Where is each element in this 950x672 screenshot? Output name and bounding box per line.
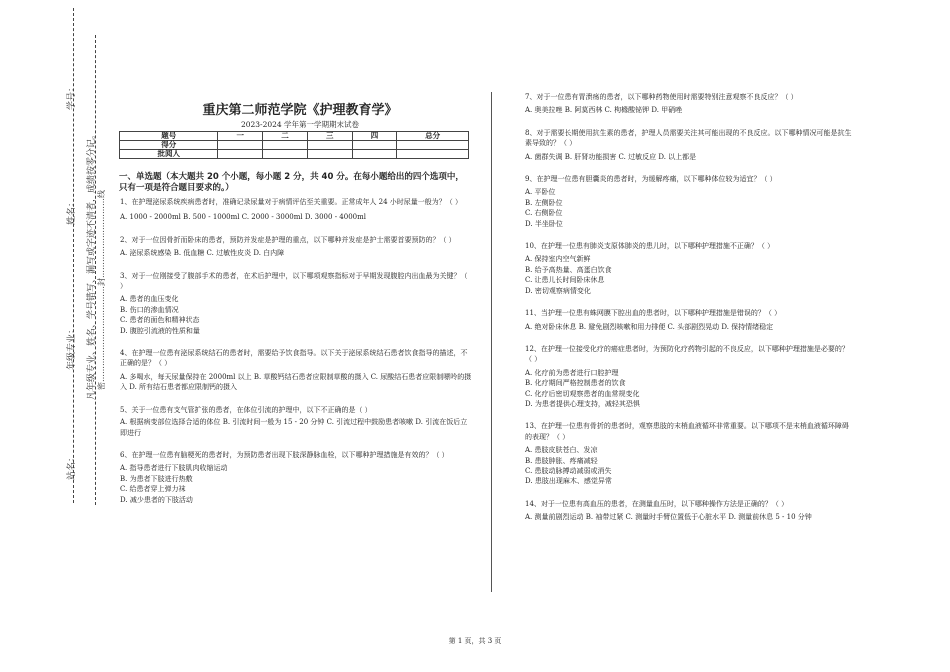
question-3 (120, 271, 472, 336)
question-option: C. 给患者穿上弹力袜 (120, 485, 186, 494)
seal-line-text: 密………………………………封…………………………线 (97, 190, 106, 390)
question-stem: 4、在护理一位患有泌尿系统结石的患者时，需要给予饮食指导。以下关于泌尿系统结石患者饮食指导的描述，不正确的是？（ ） (120, 349, 468, 368)
question-option: A. 绝对卧床休息 B. 避免剧烈咳嗽和用力排便 C. 头部剧烈晃动 D. 保持情绪稳定 (525, 322, 774, 331)
question-option: D. 密切观察病情变化 (525, 286, 591, 295)
question-9 (525, 174, 855, 229)
question-option: C. 右侧卧位 (525, 209, 563, 218)
question-option: B. 化疗期间严格控制患者的饮食 (525, 379, 626, 388)
score-cell (397, 150, 469, 159)
score-cell (218, 150, 263, 159)
question-11 (525, 308, 855, 332)
question-stem: 5、关于一位患有支气管扩张的患者，在体位引流的护理中，以下不正确的是（ ） (120, 405, 372, 414)
question-stem: 11、当护理一位患有蛛网膜下腔出血的患者时，以下哪种护理措施是错误的？（ ） (525, 309, 782, 318)
page-footer: 第 1 页，共 3 页 (448, 637, 502, 645)
score-cell (218, 141, 263, 150)
question-stem: 10、在护理一位患有肺炎支原体肺炎的患儿时，以下哪种护理措施不正确？（ ） (525, 242, 775, 251)
score-cell (352, 150, 397, 159)
left-question-column (120, 197, 472, 505)
question-stem: 1、在护理泌尿系统疾病患者时，准确记录尿量对于病情评估至关重要。正常成年人 24 小时尿量一般为？（ ） (120, 198, 463, 206)
question-option: A. 测量前剧烈运动 B. 袖带过紧 C. 测量时手臂位置低于心脏水平 D. 测量前休息 5 - 10 分钟 (525, 513, 812, 522)
question-1 (120, 197, 472, 223)
question-option: D. 减少患者的下肢活动 (120, 495, 193, 504)
score-header-cell: 一 (218, 132, 263, 141)
class-major-label: 年级专业： (67, 324, 77, 370)
question-8 (525, 128, 855, 162)
question-option: D. 腹腔引流液的性质和量 (120, 326, 200, 335)
score-header-cell: 题号 (120, 132, 218, 141)
question-option: C. 让患儿长时间卧床休息 (525, 276, 605, 285)
score-header-cell: 二 (263, 132, 308, 141)
question-2 (120, 235, 472, 259)
question-stem: 6、在护理一位患有脑梗死的患者时，为预防患者出现下肢深静脉血栓，以下哪种护理措施是有效的？（ ） (120, 450, 449, 459)
score-row-label: 批阅人 (120, 150, 218, 159)
question-option: D. 为患者提供心理支持，减轻其恐惧 (525, 399, 640, 408)
question-option: A. 指导患者进行下肢肌肉收缩运动 (120, 464, 228, 473)
score-cell (263, 141, 308, 150)
question-option: C. 化疗后密切观察患者的血常规变化 (525, 389, 640, 398)
section-title: 一、单选题（本大题共 20 个小题，每小题 2 分，共 40 分。在每小题给出的四个选项中，只有一项是符合题目要求的。） (119, 172, 464, 193)
question-stem: 9、在护理一位患有胆囊炎的患者时，为缓解疼痛，以下哪种体位较为适宜？（ ） (525, 175, 777, 184)
question-option: B. 患肢肿胀、疼痛减轻 (525, 456, 598, 465)
question-option: B. 左侧卧位 (525, 198, 563, 207)
question-stem: 2、对于一位因骨折而卧床的患者，预防并发症是护理的重点，以下哪种并发症是护士需要首要预防的？（ ） (120, 235, 456, 244)
score-cell (307, 150, 352, 159)
question-option: A. 根据病变部位选择合适的体位 B. 引流时间一般为 15 - 20 分钟 C. 引流过程中鼓励患者咳嗽 D. 引流在饭后立即进行 (120, 418, 468, 437)
right-question-column (525, 92, 855, 523)
question-option: A. 泌尿系统感染 B. 低血糖 C. 过敏性皮炎 D. 白内障 (120, 249, 285, 258)
question-stem: 14、对于一位患有高血压的患者，在测量血压时，以下哪种操作方法是正确的？（ ） (525, 499, 789, 508)
question-5 (120, 405, 472, 438)
score-header-cell: 四 (352, 132, 397, 141)
question-option: A. 患者的血压变化 (120, 295, 179, 304)
column-divider (491, 92, 492, 592)
score-row-label: 得分 (120, 141, 218, 150)
question-option: A. 奥美拉唑 B. 阿莫西林 C. 枸橼酸铋钾 D. 甲硝唑 (525, 106, 683, 115)
score-table-row (120, 150, 469, 159)
question-stem: 13、在护理一位患有骨折的患者时，观察患肢的末梢血液循环非常重要。以下哪项不是末梢血液循环障碍的表现？（ ） (525, 422, 849, 441)
question-option: A. 平卧位 (525, 188, 556, 197)
question-option: A. 多喝水，每天尿量保持在 2000ml 以上 B. 草酸钙结石患者应限制草酸的摄入 C. 尿酸结石患者应限制嘌呤的摄入 D. 所有结石患者都应限制钙的摄入 (120, 372, 472, 392)
question-option: A. 菌群失调 B. 肝肾功能损害 C. 过敏反应 D. 以上都是 (525, 152, 697, 161)
question-14 (525, 499, 855, 523)
question-option: A. 保持室内空气新鲜 (525, 255, 591, 264)
question-stem: 8、对于需要长期使用抗生素的患者，护理人员需要关注其可能出现的不良反应。以下哪种情况可能是抗生素导致的？（ ） (525, 128, 852, 148)
score-cell (397, 141, 469, 150)
question-option: B. 为患者下肢进行热敷 (120, 474, 193, 483)
question-stem: 7、对于一位患有胃溃疡的患者，以下哪种药物使用时需要特别注意观察不良反应？（ ） (525, 93, 798, 101)
question-option: C. 患肢动脉搏动减弱或消失 (525, 466, 612, 475)
question-option: D. 患肢出现麻木、感觉异常 (525, 477, 612, 486)
student-name-label: 姓名： (67, 197, 77, 225)
question-option: A. 化疗前为患者进行口腔护理 (525, 368, 619, 377)
question-12 (525, 344, 855, 409)
question-option: A. 患肢皮肤苍白、发凉 (525, 446, 598, 455)
school-label: 站名： (67, 452, 77, 480)
question-option: A. 1000 - 2000ml B. 500 - 1000ml C. 2000 - 3000ml D. 3000 - 4000ml (120, 213, 366, 222)
exam-subtitle: 2023-2024 学年第一学期期末试卷 (240, 120, 360, 129)
question-stem: 12、在护理一位接受化疗的癌症患者时，为预防化疗药物引起的不良反应，以下哪种护理措施是必要的？（ ） (525, 344, 849, 364)
question-option: B. 伤口的渗血情况 (120, 305, 179, 314)
question-6 (120, 450, 472, 505)
exam-title: 重庆第二师范学院《护理教育学》 (202, 103, 398, 118)
score-cell (307, 141, 352, 150)
question-13 (525, 421, 855, 486)
question-10 (525, 241, 855, 296)
score-cell (352, 141, 397, 150)
score-table (119, 131, 469, 159)
question-7 (525, 92, 855, 116)
question-option: B. 给予高热量、高蛋白饮食 (525, 265, 612, 274)
binding-instruction: 凡年级专业、姓名、学号错写、漏写或字迹不清者，成绩按零分记。 (87, 129, 97, 400)
question-stem: 3、对于一位刚接受了腹部手术的患者，在术后护理中，以下哪项观察指标对于早期发现腹腔内出血最为关键？（ ） (120, 271, 468, 291)
question-option: D. 半坐卧位 (525, 219, 563, 228)
student-id-label: 学号： (67, 82, 77, 110)
question-4 (120, 348, 472, 393)
question-option: C. 患者的面色和精神状态 (120, 316, 200, 325)
score-header-cell: 总分 (397, 132, 469, 141)
score-cell (263, 150, 308, 159)
score-header-cell: 三 (307, 132, 352, 141)
